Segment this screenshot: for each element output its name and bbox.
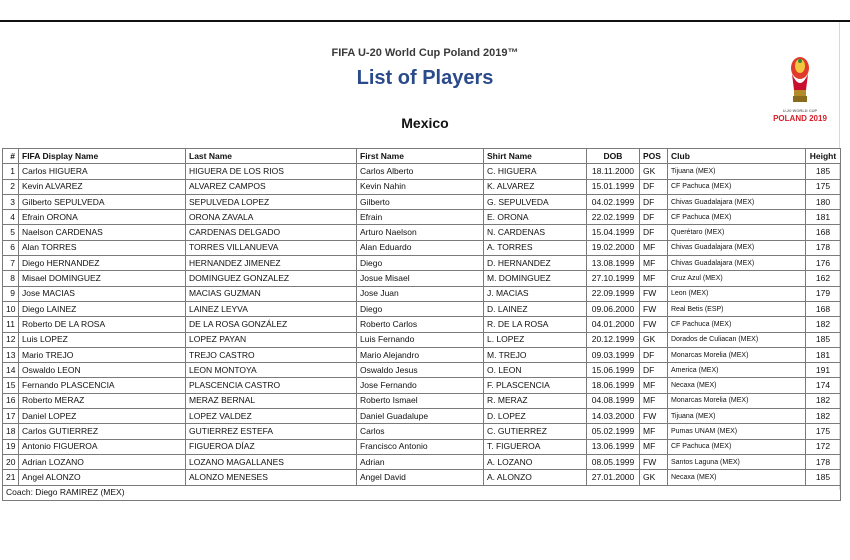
cell-club: Necaxa (MEX) — [668, 378, 806, 393]
cell-first-name: Josue Misael — [357, 271, 484, 286]
cell-date-of-birth: 04.02.1999 — [587, 194, 640, 209]
cell-last-name: LOPEZ VALDEZ — [186, 409, 357, 424]
cell-club: Monarcas Morelia (MEX) — [668, 347, 806, 362]
cell-shirt-name: C. GUTIERREZ — [484, 424, 587, 439]
cell-last-name: FIGUEROA DÍAZ — [186, 439, 357, 454]
cell-height: 185 — [806, 470, 841, 485]
cell-display-name: Jose MACIAS — [19, 286, 186, 301]
trophy-icon — [768, 52, 832, 108]
cell-player-number: 19 — [3, 439, 19, 454]
cell-shirt-name: E. ORONA — [484, 210, 587, 225]
cell-date-of-birth: 15.01.1999 — [587, 179, 640, 194]
table-row — [3, 179, 841, 194]
cell-display-name: Naelson CARDENAS — [19, 225, 186, 240]
cell-club: Santos Laguna (MEX) — [668, 454, 806, 469]
cell-date-of-birth: 27.10.1999 — [587, 271, 640, 286]
table-row — [3, 240, 841, 255]
cell-display-name: Kevin ALVAREZ — [19, 179, 186, 194]
cell-shirt-name: J. MACIAS — [484, 286, 587, 301]
cell-player-number: 21 — [3, 470, 19, 485]
cell-player-number: 20 — [3, 454, 19, 469]
cell-player-number: 4 — [3, 210, 19, 225]
cell-club: CF Pachuca (MEX) — [668, 179, 806, 194]
cell-height: 162 — [806, 271, 841, 286]
cell-height: 182 — [806, 409, 841, 424]
cell-date-of-birth: 18.06.1999 — [587, 378, 640, 393]
cell-height: 172 — [806, 439, 841, 454]
cell-date-of-birth: 15.04.1999 — [587, 225, 640, 240]
cell-club: Chivas Guadalajara (MEX) — [668, 194, 806, 209]
cell-height: 181 — [806, 347, 841, 362]
cell-player-number: 12 — [3, 332, 19, 347]
table-row — [3, 210, 841, 225]
cell-first-name: Diego — [357, 256, 484, 271]
cell-club: Tijuana (MEX) — [668, 409, 806, 424]
cell-first-name: Carlos Alberto — [357, 164, 484, 179]
cell-shirt-name: M. DOMINGUEZ — [484, 271, 587, 286]
cell-date-of-birth: 05.02.1999 — [587, 424, 640, 439]
cell-player-number: 13 — [3, 347, 19, 362]
cell-position: MF — [640, 424, 668, 439]
cell-position: MF — [640, 439, 668, 454]
cell-date-of-birth: 13.06.1999 — [587, 439, 640, 454]
cell-date-of-birth: 04.01.2000 — [587, 317, 640, 332]
cell-first-name: Mario Alejandro — [357, 347, 484, 362]
cell-position: DF — [640, 210, 668, 225]
col-header-first-name: First Name — [357, 149, 484, 164]
cell-position: FW — [640, 454, 668, 469]
cell-last-name: SEPULVEDA LOPEZ — [186, 194, 357, 209]
cell-last-name: LOZANO MAGALLANES — [186, 454, 357, 469]
cell-club: Dorados de Culiacan (MEX) — [668, 332, 806, 347]
logo-caption-main: POLAND 2019 — [773, 114, 827, 123]
cell-date-of-birth: 15.06.1999 — [587, 363, 640, 378]
cell-first-name: Jose Juan — [357, 286, 484, 301]
cell-last-name: HERNANDEZ JIMENEZ — [186, 256, 357, 271]
players-table — [2, 148, 841, 501]
cell-club: CF Pachuca (MEX) — [668, 210, 806, 225]
cell-position: FW — [640, 301, 668, 316]
cell-height: 175 — [806, 179, 841, 194]
cell-club: Leon (MEX) — [668, 286, 806, 301]
coach-note: Coach: Diego RAMIREZ (MEX) — [3, 485, 841, 500]
cell-height: 176 — [806, 256, 841, 271]
cell-date-of-birth: 09.06.2000 — [587, 301, 640, 316]
cell-shirt-name: R. MERAZ — [484, 393, 587, 408]
cell-club: Real Betis (ESP) — [668, 301, 806, 316]
cell-shirt-name: N. CARDENAS — [484, 225, 587, 240]
cell-player-number: 17 — [3, 409, 19, 424]
logo-caption-small: U-20 WORLD CUP — [782, 108, 818, 113]
cell-first-name: Gilberto — [357, 194, 484, 209]
col-header-pos: POS — [640, 149, 668, 164]
cell-player-number: 2 — [3, 179, 19, 194]
table-row — [3, 454, 841, 469]
cell-date-of-birth: 22.09.1999 — [587, 286, 640, 301]
cell-height: 185 — [806, 164, 841, 179]
table-row — [3, 256, 841, 271]
tournament-logo — [768, 52, 832, 132]
cell-last-name: PLASCENCIA CASTRO — [186, 378, 357, 393]
cell-shirt-name: O. LEON — [484, 363, 587, 378]
cell-shirt-name: D. LAINEZ — [484, 301, 587, 316]
cell-shirt-name: A. LOZANO — [484, 454, 587, 469]
table-row — [3, 317, 841, 332]
cell-display-name: Misael DOMINGUEZ — [19, 271, 186, 286]
cell-first-name: Efrain — [357, 210, 484, 225]
cell-position: MF — [640, 271, 668, 286]
cell-player-number: 18 — [3, 424, 19, 439]
cell-position: FW — [640, 286, 668, 301]
table-row — [3, 363, 841, 378]
cell-first-name: Francisco Antonio — [357, 439, 484, 454]
cell-club: Monarcas Morelia (MEX) — [668, 393, 806, 408]
cell-shirt-name: F. PLASCENCIA — [484, 378, 587, 393]
cell-display-name: Luis LOPEZ — [19, 332, 186, 347]
table-row — [3, 271, 841, 286]
cell-player-number: 5 — [3, 225, 19, 240]
cell-shirt-name: M. TREJO — [484, 347, 587, 362]
table-row — [3, 194, 841, 209]
cell-shirt-name: K. ALVAREZ — [484, 179, 587, 194]
col-header-display-name: FIFA Display Name — [19, 149, 186, 164]
cell-display-name: Antonio FIGUEROA — [19, 439, 186, 454]
col-header-last-name: Last Name — [186, 149, 357, 164]
cell-display-name: Alan TORRES — [19, 240, 186, 255]
table-row — [3, 378, 841, 393]
cell-player-number: 6 — [3, 240, 19, 255]
cell-first-name: Alan Eduardo — [357, 240, 484, 255]
cell-display-name: Fernando PLASCENCIA — [19, 378, 186, 393]
cell-height: 191 — [806, 363, 841, 378]
col-header-club: Club — [668, 149, 806, 164]
cell-date-of-birth: 04.08.1999 — [587, 393, 640, 408]
cell-last-name: ALVAREZ CAMPOS — [186, 179, 357, 194]
cell-date-of-birth: 09.03.1999 — [587, 347, 640, 362]
cell-display-name: Roberto MERAZ — [19, 393, 186, 408]
cell-date-of-birth: 22.02.1999 — [587, 210, 640, 225]
col-header-height: Height — [806, 149, 841, 164]
cell-first-name: Luis Fernando — [357, 332, 484, 347]
cell-height: 174 — [806, 378, 841, 393]
cell-date-of-birth: 18.11.2000 — [587, 164, 640, 179]
col-header-dob: DOB — [587, 149, 640, 164]
table-row — [3, 424, 841, 439]
table-row — [3, 347, 841, 362]
cell-club: Necaxa (MEX) — [668, 470, 806, 485]
cell-position: DF — [640, 363, 668, 378]
cell-last-name: CARDENAS DELGADO — [186, 225, 357, 240]
col-header-shirt-name: Shirt Name — [484, 149, 587, 164]
cell-height: 185 — [806, 332, 841, 347]
cell-date-of-birth: 13.08.1999 — [587, 256, 640, 271]
cell-player-number: 3 — [3, 194, 19, 209]
table-row — [3, 470, 841, 485]
cell-club: America (MEX) — [668, 363, 806, 378]
cell-display-name: Angel ALONZO — [19, 470, 186, 485]
cell-club: Chivas Guadalajara (MEX) — [668, 256, 806, 271]
cell-display-name: Carlos HIGUERA — [19, 164, 186, 179]
cell-first-name: Oswaldo Jesus — [357, 363, 484, 378]
cell-height: 182 — [806, 317, 841, 332]
cell-display-name: Oswaldo LEON — [19, 363, 186, 378]
cell-shirt-name: R. DE LA ROSA — [484, 317, 587, 332]
cell-first-name: Jose Fernando — [357, 378, 484, 393]
cell-position: MF — [640, 240, 668, 255]
cell-club: Tijuana (MEX) — [668, 164, 806, 179]
cell-display-name: Diego HERNANDEZ — [19, 256, 186, 271]
cell-club: CF Pachuca (MEX) — [668, 317, 806, 332]
cell-shirt-name: L. LOPEZ — [484, 332, 587, 347]
cell-last-name: ORONA ZAVALA — [186, 210, 357, 225]
team-name: Mexico — [401, 115, 449, 131]
table-row — [3, 439, 841, 454]
cell-height: 178 — [806, 240, 841, 255]
cell-player-number: 16 — [3, 393, 19, 408]
cell-shirt-name: A. ALONZO — [484, 470, 587, 485]
cell-player-number: 7 — [3, 256, 19, 271]
cell-date-of-birth: 08.05.1999 — [587, 454, 640, 469]
cell-position: GK — [640, 470, 668, 485]
table-row — [3, 225, 841, 240]
table-row — [3, 409, 841, 424]
table-row — [3, 164, 841, 179]
cell-last-name: DOMINGUEZ GONZALEZ — [186, 271, 357, 286]
cell-player-number: 10 — [3, 301, 19, 316]
cell-last-name: LAINEZ LEYVA — [186, 301, 357, 316]
cell-position: DF — [640, 179, 668, 194]
cell-height: 175 — [806, 424, 841, 439]
cell-shirt-name: D. HERNANDEZ — [484, 256, 587, 271]
cell-last-name: HIGUERA DE LOS RIOS — [186, 164, 357, 179]
cell-display-name: Efrain ORONA — [19, 210, 186, 225]
table-row — [3, 286, 841, 301]
cell-last-name: LEON MONTOYA — [186, 363, 357, 378]
cell-height: 182 — [806, 393, 841, 408]
cell-club: CF Pachuca (MEX) — [668, 439, 806, 454]
cell-display-name: Adrian LOZANO — [19, 454, 186, 469]
cell-position: DF — [640, 225, 668, 240]
cell-display-name: Diego LAINEZ — [19, 301, 186, 316]
cell-position: MF — [640, 256, 668, 271]
cell-display-name: Daniel LOPEZ — [19, 409, 186, 424]
cell-display-name: Roberto DE LA ROSA — [19, 317, 186, 332]
cell-last-name: MACIAS GUZMAN — [186, 286, 357, 301]
cell-shirt-name: T. FIGUEROA — [484, 439, 587, 454]
cell-first-name: Roberto Ismael — [357, 393, 484, 408]
coach-row — [3, 485, 841, 500]
cell-last-name: GUTIERREZ ESTEFA — [186, 424, 357, 439]
cell-player-number: 11 — [3, 317, 19, 332]
table-row — [3, 393, 841, 408]
cell-first-name: Adrian — [357, 454, 484, 469]
col-header-number: # — [3, 149, 19, 164]
cell-height: 168 — [806, 225, 841, 240]
cell-first-name: Roberto Carlos — [357, 317, 484, 332]
cell-display-name: Mario TREJO — [19, 347, 186, 362]
cell-shirt-name: A. TORRES — [484, 240, 587, 255]
cell-display-name: Gilberto SEPULVEDA — [19, 194, 186, 209]
cell-height: 168 — [806, 301, 841, 316]
cell-height: 180 — [806, 194, 841, 209]
cell-position: FW — [640, 317, 668, 332]
cell-player-number: 9 — [3, 286, 19, 301]
cell-position: DF — [640, 194, 668, 209]
cell-shirt-name: C. HIGUERA — [484, 164, 587, 179]
cell-last-name: TREJO CASTRO — [186, 347, 357, 362]
cell-first-name: Arturo Naelson — [357, 225, 484, 240]
table-row — [3, 301, 841, 316]
cell-position: MF — [640, 378, 668, 393]
cell-date-of-birth: 14.03.2000 — [587, 409, 640, 424]
table-row — [3, 332, 841, 347]
cell-date-of-birth: 19.02.2000 — [587, 240, 640, 255]
cell-shirt-name: G. SEPULVEDA — [484, 194, 587, 209]
cell-date-of-birth: 20.12.1999 — [587, 332, 640, 347]
cell-first-name: Angel David — [357, 470, 484, 485]
cell-player-number: 8 — [3, 271, 19, 286]
table-header-row — [3, 149, 841, 164]
cell-player-number: 15 — [3, 378, 19, 393]
cell-last-name: MERAZ BERNAL — [186, 393, 357, 408]
cell-display-name: Carlos GUTIERREZ — [19, 424, 186, 439]
cell-height: 178 — [806, 454, 841, 469]
cell-last-name: ALONZO MENESES — [186, 470, 357, 485]
cell-date-of-birth: 27.01.2000 — [587, 470, 640, 485]
cell-club: Chivas Guadalajara (MEX) — [668, 240, 806, 255]
cell-last-name: LOPEZ PAYAN — [186, 332, 357, 347]
cell-first-name: Daniel Guadalupe — [357, 409, 484, 424]
cell-last-name: TORRES VILLANUEVA — [186, 240, 357, 255]
document-title: List of Players — [356, 67, 494, 89]
cell-first-name: Carlos — [357, 424, 484, 439]
cell-club: Cruz Azul (MEX) — [668, 271, 806, 286]
cell-club: Querétaro (MEX) — [668, 225, 806, 240]
event-title: FIFA U-20 World Cup Poland 2019™ — [331, 47, 519, 59]
cell-player-number: 1 — [3, 164, 19, 179]
cell-height: 179 — [806, 286, 841, 301]
cell-club: Pumas UNAM (MEX) — [668, 424, 806, 439]
cell-first-name: Diego — [357, 301, 484, 316]
cell-position: GK — [640, 164, 668, 179]
cell-position: FW — [640, 409, 668, 424]
cell-position: DF — [640, 347, 668, 362]
cell-player-number: 14 — [3, 363, 19, 378]
cell-first-name: Kevin Nahin — [357, 179, 484, 194]
cell-last-name: DE LA ROSA GONZÁLEZ — [186, 317, 357, 332]
cell-shirt-name: D. LOPEZ — [484, 409, 587, 424]
cell-height: 181 — [806, 210, 841, 225]
cell-position: MF — [640, 393, 668, 408]
cell-position: GK — [640, 332, 668, 347]
